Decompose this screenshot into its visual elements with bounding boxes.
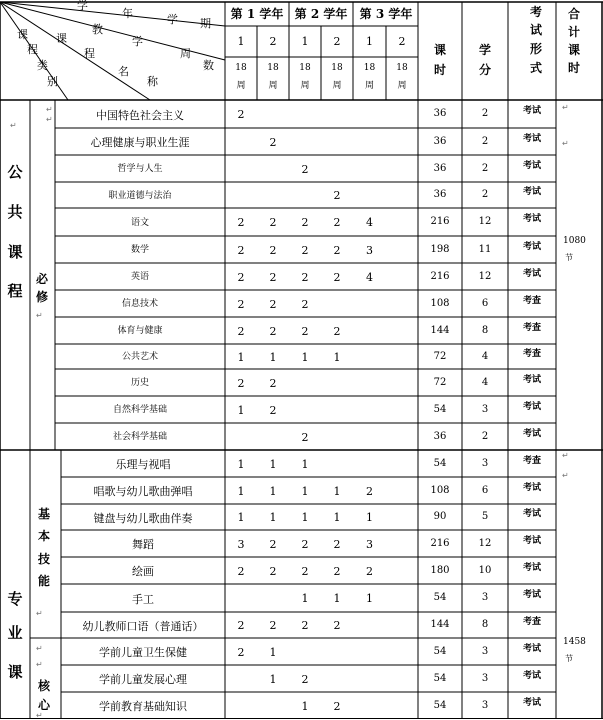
- semester-weekly-hours: 1: [269, 484, 277, 498]
- exam-type: 考试: [522, 187, 542, 197]
- course-hours: 54: [433, 699, 447, 711]
- weeks-number: 18: [363, 63, 376, 73]
- semester-weekly-hours: 4: [366, 216, 373, 229]
- semester-weekly-hours: 4: [366, 270, 373, 284]
- course-name: 历史: [130, 378, 150, 388]
- semester-weekly-hours: 2: [269, 324, 277, 338]
- exam-type: 考试: [522, 697, 542, 708]
- exam-type: 考试: [522, 214, 542, 224]
- exam-type: 考试: [522, 428, 542, 439]
- total-header-char: 计: [567, 25, 581, 39]
- course-credit: 3: [481, 403, 489, 415]
- exam-type: 考试: [522, 374, 542, 385]
- semester-weekly-hours: 2: [237, 243, 245, 257]
- course-credit: 12: [478, 537, 492, 549]
- credit-header-char: 分: [478, 63, 492, 77]
- semester-number: 2: [269, 35, 277, 48]
- core-char: 心: [37, 698, 51, 712]
- course-credit: 2: [481, 135, 489, 147]
- semester-weekly-hours: 1: [366, 511, 373, 524]
- exam-type: 考查: [522, 617, 542, 627]
- semester-weekly-hours: 2: [269, 270, 277, 284]
- course-credit: 5: [481, 511, 489, 522]
- semester-weekly-hours: 2: [333, 537, 341, 551]
- weeks-number: 18: [396, 63, 408, 73]
- course-hours: 90: [433, 511, 447, 522]
- course-name: 中国特色社会主义: [96, 108, 184, 122]
- semester-weekly-hours: 2: [237, 270, 245, 284]
- course-hours: 54: [433, 592, 447, 603]
- course-name: 幼儿教师口语（普通话）: [82, 619, 204, 633]
- course-hours: 36: [433, 108, 447, 119]
- header-week-char: 学: [132, 35, 143, 48]
- weeks-number: 18: [235, 63, 247, 73]
- course-credit: 2: [481, 162, 489, 174]
- course-credit: 2: [481, 189, 489, 200]
- semester-weekly-hours: 2: [269, 376, 277, 390]
- semester-weekly-hours: 1: [301, 592, 309, 605]
- semester-weekly-hours: 2: [269, 216, 277, 229]
- public-category-char: 公: [7, 163, 23, 181]
- course-hours: 144: [430, 324, 450, 336]
- header-category-char: 别: [47, 75, 58, 88]
- semester-weekly-hours: 1: [333, 511, 341, 524]
- course-name: 舞蹈: [132, 538, 154, 551]
- course-name: 乐理与视唱: [115, 458, 171, 471]
- semester-number: 1: [366, 35, 373, 48]
- semester-weekly-hours: 1: [301, 484, 309, 498]
- semester-weekly-hours: 2: [301, 564, 309, 578]
- semester-weekly-hours: 2: [237, 297, 245, 311]
- course-name: 体育与健康: [117, 326, 163, 336]
- exam-type: 考试: [522, 160, 542, 171]
- course-name: 职业道德与法治: [108, 190, 172, 201]
- course-credit: 8: [481, 324, 489, 336]
- semester-weekly-hours: 2: [269, 243, 277, 257]
- semester-weekly-hours: 2: [301, 324, 309, 338]
- semester-weekly-hours: 1: [269, 672, 277, 686]
- semester-weekly-hours: 2: [333, 324, 341, 338]
- semester-weekly-hours: 2: [269, 619, 277, 632]
- header-week-char: 教: [92, 23, 103, 36]
- exam-type: 考试: [522, 535, 542, 546]
- total-header-char: 合: [567, 7, 581, 21]
- header-term-char: 学: [167, 13, 178, 26]
- course-hours: 216: [430, 537, 450, 549]
- course-credit: 3: [481, 699, 489, 711]
- basic-skills-char: 基: [37, 507, 51, 521]
- course-name: 手工: [132, 592, 154, 606]
- semester-weekly-hours: 1: [301, 699, 309, 713]
- course-name: 信息技术: [121, 299, 159, 309]
- paragraph-mark: ↵: [36, 660, 43, 669]
- course-credit: 6: [481, 484, 489, 496]
- semester-weekly-hours: 2: [301, 297, 309, 311]
- paragraph-mark: ↵: [36, 644, 43, 653]
- exam-type: 考试: [522, 590, 542, 600]
- header-term-char: 学: [77, 0, 88, 12]
- semester-weekly-hours: 2: [333, 216, 341, 229]
- weeks-number: 18: [331, 63, 343, 73]
- exam-type: 考试: [522, 643, 542, 654]
- course-name: 键盘与幼儿歌曲伴奏: [93, 511, 193, 525]
- course-hours: 108: [430, 484, 450, 496]
- semester-weekly-hours: 2: [366, 564, 373, 578]
- semester-weekly-hours: 2: [269, 403, 277, 417]
- semester-weekly-hours: 2: [333, 243, 341, 257]
- weeks-unit: 周: [332, 81, 342, 91]
- semester-weekly-hours: 2: [269, 297, 277, 311]
- weeks-unit: 周: [397, 81, 407, 91]
- semester-weekly-hours: 2: [269, 564, 277, 578]
- paragraph-mark: ↵: [46, 105, 53, 114]
- course-hours: 216: [430, 216, 450, 227]
- required-char: 必: [35, 272, 49, 286]
- paragraph-mark: ↵: [562, 139, 569, 148]
- major-category-char: 业: [7, 624, 23, 642]
- semester-weekly-hours: 1: [301, 350, 309, 364]
- course-credit: 12: [478, 270, 492, 282]
- semester-weekly-hours: 2: [237, 108, 245, 121]
- semester-weekly-hours: 1: [269, 645, 277, 659]
- course-credit: 8: [481, 619, 489, 630]
- course-name: 学前儿童发展心理: [99, 673, 187, 686]
- semester-weekly-hours: 1: [237, 511, 245, 524]
- semester-weekly-hours: 1: [269, 350, 277, 364]
- header-name-char: 称: [147, 75, 158, 88]
- course-credit: 3: [481, 672, 489, 684]
- core-char: 核: [37, 679, 51, 693]
- exam-type: 考查: [522, 322, 542, 333]
- course-credit: 6: [481, 297, 489, 309]
- public-category-char: 共: [7, 203, 23, 221]
- course-hours: 54: [433, 672, 447, 684]
- exam-header-char: 式: [529, 61, 543, 75]
- paragraph-mark: ↵: [36, 609, 43, 618]
- header-category-char: 程: [27, 43, 38, 56]
- semester-weekly-hours: 2: [269, 135, 277, 149]
- course-credit: 4: [481, 376, 489, 388]
- semester-number: 2: [398, 35, 406, 48]
- semester-weekly-hours: 1: [301, 457, 309, 471]
- semester-weekly-hours: 2: [333, 564, 341, 578]
- course-credit: 3: [481, 645, 489, 657]
- header-week-char: 周: [180, 47, 191, 60]
- semester-weekly-hours: 2: [301, 619, 309, 632]
- semester-weekly-hours: 2: [237, 619, 245, 632]
- course-hours: 36: [433, 135, 447, 147]
- weeks-number: 18: [299, 63, 311, 73]
- semester-weekly-hours: 3: [366, 243, 373, 257]
- course-hours: 72: [433, 350, 447, 362]
- exam-type: 考试: [522, 482, 542, 493]
- course-name: 公共艺术: [121, 352, 159, 362]
- exam-type: 考查: [522, 455, 542, 466]
- total-header-char: 时: [567, 61, 581, 75]
- semester-number: 2: [333, 35, 341, 48]
- course-hours: 36: [433, 189, 447, 200]
- semester-weekly-hours: 1: [333, 484, 341, 498]
- basic-skills-char: 技: [37, 552, 51, 566]
- year-header: 第 1 学年: [230, 7, 284, 21]
- header-category-char: 类: [37, 59, 48, 72]
- semester-weekly-hours: 2: [237, 324, 245, 338]
- header-name-char: 数: [203, 59, 214, 72]
- public-total-unit: 节: [565, 253, 573, 262]
- semester-weekly-hours: 2: [301, 243, 309, 257]
- exam-type: 考试: [522, 133, 542, 144]
- course-name: 社会科学基础: [112, 432, 168, 442]
- course-hours: 144: [430, 619, 450, 630]
- exam-type: 考试: [522, 562, 542, 573]
- paragraph-mark: ↵: [562, 103, 569, 112]
- course-credit: 11: [478, 243, 492, 255]
- semester-number: 1: [237, 35, 245, 48]
- paragraph-mark: ↵: [562, 451, 569, 460]
- course-name: 英语: [130, 272, 150, 282]
- course-hours: 54: [433, 403, 447, 415]
- year-header: 第 2 学年: [294, 7, 348, 21]
- weeks-unit: 周: [236, 81, 246, 91]
- course-name: 心理健康与职业生涯: [90, 136, 190, 149]
- course-hours: 54: [433, 457, 447, 469]
- semester-weekly-hours: 2: [333, 619, 341, 632]
- course-credit: 10: [478, 564, 492, 576]
- exam-type: 考试: [522, 401, 542, 412]
- paragraph-mark: ↵: [36, 711, 43, 720]
- semester-weekly-hours: 2: [301, 537, 309, 551]
- exam-type: 考试: [522, 509, 542, 519]
- major-category-char: 课: [7, 663, 23, 681]
- course-name: 学前教育基础知识: [99, 700, 187, 713]
- course-hours: 108: [430, 297, 450, 309]
- course-hours: 198: [430, 243, 450, 255]
- exam-header-char: 形: [529, 42, 543, 56]
- semester-weekly-hours: 2: [237, 376, 245, 390]
- course-name: 哲学与人生: [117, 164, 163, 174]
- semester-weekly-hours: 2: [269, 537, 277, 551]
- course-credit: 4: [481, 350, 489, 362]
- exam-type: 考查: [522, 348, 542, 359]
- year-header: 第 3 学年: [359, 7, 413, 21]
- course-hours: 180: [430, 564, 450, 576]
- semester-weekly-hours: 1: [237, 403, 245, 417]
- exam-header-char: 试: [529, 23, 543, 37]
- semester-weekly-hours: 3: [237, 537, 245, 551]
- paragraph-mark: ↵: [562, 471, 569, 480]
- semester-weekly-hours: 2: [301, 270, 309, 284]
- exam-type: 考试: [522, 106, 542, 116]
- required-char: 修: [35, 290, 49, 304]
- credit-header-char: 学: [478, 43, 492, 57]
- course-name: 唱歌与幼儿歌曲弹唱: [93, 485, 193, 498]
- course-hours: 36: [433, 162, 447, 174]
- semester-weekly-hours: 2: [333, 699, 341, 713]
- semester-weekly-hours: 3: [366, 537, 373, 551]
- course-hours: 54: [433, 645, 447, 657]
- semester-weekly-hours: 1: [237, 484, 245, 498]
- semester-weekly-hours: 1: [269, 511, 277, 524]
- grid-line: [0, 2, 225, 26]
- semester-weekly-hours: 2: [237, 216, 245, 229]
- semester-number: 1: [301, 35, 309, 48]
- hours-header-char: 课: [433, 43, 447, 57]
- semester-weekly-hours: 2: [237, 645, 245, 659]
- semester-weekly-hours: 2: [301, 430, 309, 444]
- paragraph-mark: ↵: [46, 115, 53, 124]
- header-course-char: 课: [56, 32, 67, 45]
- semester-weekly-hours: 1: [333, 592, 341, 605]
- semester-weekly-hours: 1: [333, 350, 341, 364]
- weeks-unit: 周: [268, 81, 278, 91]
- header-term-char: 年: [122, 7, 133, 20]
- exam-type: 考试: [522, 241, 542, 252]
- basic-skills-char: 能: [37, 574, 51, 588]
- exam-type: 考试: [522, 670, 542, 681]
- semester-weekly-hours: 1: [269, 457, 277, 471]
- weeks-number: 18: [267, 63, 279, 73]
- course-hours: 216: [430, 270, 450, 282]
- header-name-char: 名: [118, 65, 129, 78]
- exam-type: 考查: [522, 295, 542, 306]
- course-credit: 2: [481, 430, 489, 442]
- course-name: 语文: [130, 217, 150, 228]
- course-credit: 2: [481, 108, 489, 119]
- weeks-unit: 周: [364, 81, 375, 91]
- hours-header-char: 时: [433, 63, 447, 77]
- semester-weekly-hours: 1: [366, 592, 373, 605]
- semester-weekly-hours: 1: [301, 511, 309, 524]
- course-name: 学前儿童卫生保健: [99, 646, 187, 659]
- total-header-char: 课: [567, 43, 581, 57]
- public-category-char: 课: [7, 243, 23, 261]
- semester-weekly-hours: 1: [237, 350, 245, 364]
- semester-weekly-hours: 2: [333, 270, 341, 284]
- header-course-char: 程: [84, 47, 95, 60]
- header-term-char: 期: [200, 17, 211, 30]
- course-name: 自然科学基础: [112, 405, 168, 415]
- semester-weekly-hours: 2: [333, 189, 341, 202]
- semester-weekly-hours: 2: [366, 484, 373, 498]
- semester-weekly-hours: 2: [301, 216, 309, 229]
- semester-weekly-hours: 2: [301, 162, 309, 176]
- semester-weekly-hours: 2: [301, 672, 309, 686]
- course-name: 数学: [130, 245, 150, 255]
- paragraph-mark: ↵: [36, 311, 43, 320]
- exam-header-char: 考: [529, 5, 543, 19]
- course-credit: 3: [481, 592, 489, 603]
- public-total-hours: 1080: [563, 236, 586, 246]
- semester-weekly-hours: 1: [237, 457, 245, 471]
- exam-type: 考试: [522, 268, 542, 279]
- paragraph-mark: ↵: [10, 121, 17, 130]
- weeks-unit: 周: [300, 81, 310, 91]
- major-total-hours: 1458: [563, 637, 586, 647]
- semester-weekly-hours: 2: [237, 564, 245, 578]
- course-name: 绘画: [132, 565, 154, 578]
- public-category-char: 程: [7, 282, 23, 300]
- course-credit: 3: [481, 457, 489, 469]
- major-total-unit: 节: [565, 654, 573, 663]
- major-category-char: 专: [7, 590, 23, 608]
- course-hours: 36: [433, 430, 447, 442]
- course-hours: 72: [433, 376, 447, 388]
- course-credit: 12: [478, 216, 492, 227]
- header-category-char: 课: [17, 28, 28, 41]
- basic-skills-char: 本: [37, 529, 51, 543]
